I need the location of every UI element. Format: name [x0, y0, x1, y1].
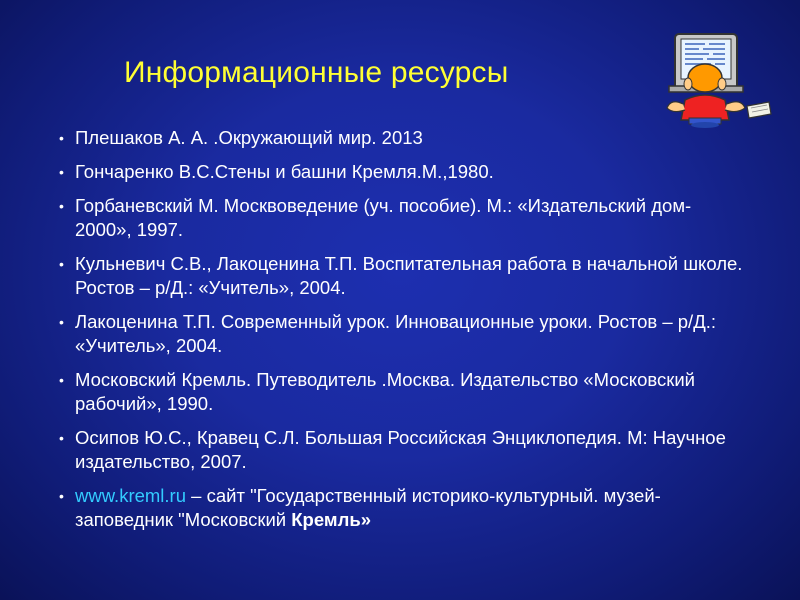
person-at-computer-icon [665, 28, 773, 128]
reference-text: Гончаренко В.С.Стены и башни Кремля.М.,1980. [75, 161, 494, 182]
list-item [58, 160, 748, 184]
list-item [58, 484, 748, 532]
list-item [58, 126, 748, 150]
reference-text: Осипов Ю.С., Кравец С.Л. Большая Российская Энциклопедия. М: Научное издательство, 2007. [75, 427, 726, 472]
list-item [58, 368, 748, 416]
bullet-icon: • [59, 198, 64, 214]
reference-text: Московский Кремль. Путеводитель .Москва. Издательство «Московский рабочий», 1990. [75, 369, 695, 414]
list-item [58, 194, 748, 242]
bullet-icon: • [59, 164, 64, 180]
reference-text: Кульневич С.В., Лакоценина Т.П. Воспитательная работа в начальной школе. Ростов – р/Д.: «Учитель», 2004. [75, 253, 743, 298]
bullet-icon: • [59, 372, 64, 388]
bullet-icon: • [59, 314, 64, 330]
reference-text: – сайт "Государственный историко-культурный. музей-заповедник "Московский [75, 485, 661, 530]
bullet-icon: • [59, 130, 64, 146]
slide-title: Информационные ресурсы [124, 56, 509, 89]
bullet-icon: • [59, 256, 64, 272]
reference-text: Горбаневский М. Москвоведение (уч. пособие). М.: «Издательский дом- 2000», 1997. [75, 195, 692, 240]
reference-bold-text: Кремль» [291, 509, 371, 530]
reference-text: Плешаков А. А. .Окружающий мир. 2013 [75, 127, 423, 148]
list-item [58, 252, 748, 300]
list-item [58, 426, 748, 474]
list-item [58, 310, 748, 358]
bullet-icon: • [59, 488, 64, 504]
kreml-link[interactable]: www.kreml.ru [75, 485, 187, 506]
bullet-icon: • [59, 430, 64, 446]
reference-text: Лакоценина Т.П. Современный урок. Инновационные уроки. Ростов – р/Д.: «Учитель», 2004. [75, 311, 717, 356]
reference-list [58, 126, 748, 542]
